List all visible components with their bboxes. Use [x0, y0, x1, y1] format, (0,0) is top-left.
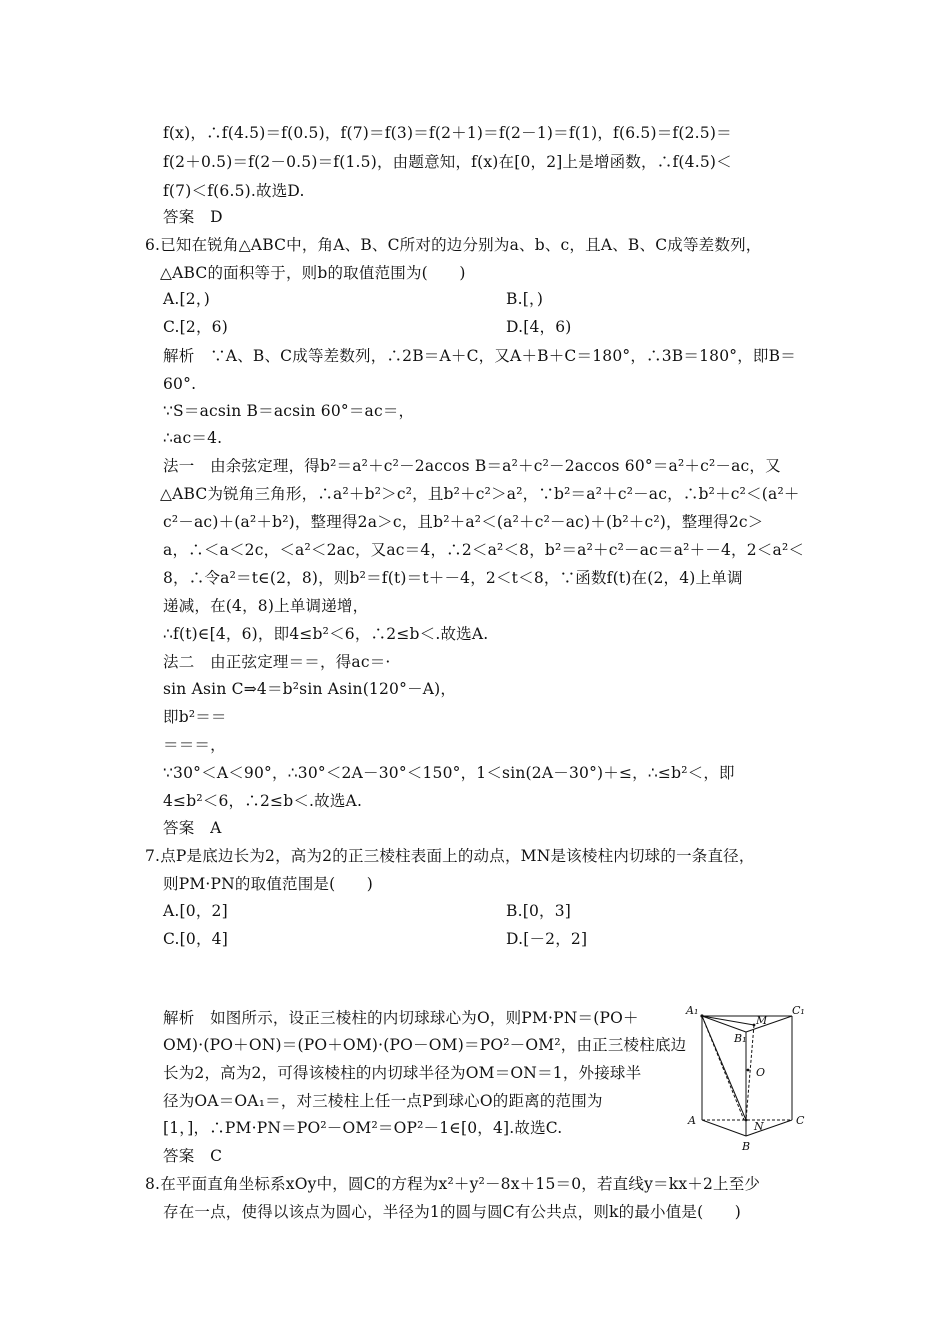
solution-line: a，∴＜a＜2c，＜a²＜2ac，又ac＝4，∴2＜a²＜8，b²＝a²＋c²－ac＝a²＋－4，2＜a²＜ — [163, 541, 805, 559]
solution-line: 60°. — [163, 375, 197, 393]
solution-line: 解析 ∵A、B、C成等差数列，∴2B＝A＋C，又A＋B＋C＝180°，∴3B＝180°，即B＝ — [163, 347, 796, 365]
option-a: A.[0，2] — [163, 902, 228, 920]
solution-line: 解析 如图所示，设正三棱柱的内切球球心为O，则PM·PN＝(PO＋ — [163, 1009, 639, 1027]
figure-label: C — [796, 1114, 805, 1127]
question-7-stem: 7.点P是底边长为2，高为2的正三棱柱表面上的动点，MN是该棱柱内切球的一条直径， — [145, 847, 755, 865]
solution-line: 8，∴令a²＝t∈(2，8)，则b²＝f(t)＝t＋－4，2＜t＜8，∵函数f(t)在(2，4)上单调 — [163, 569, 743, 587]
figure-label: C₁ — [792, 1004, 805, 1017]
solution-line: 径为OA＝OA₁＝，对三棱柱上任一点P到球心O的距离的范围为 — [163, 1092, 603, 1110]
solution-line: ∵30°＜A＜90°，∴30°＜2A－30°＜150°，1＜sin(2A－30°)＋≤，∴≤b²＜，即 — [163, 764, 735, 782]
answer-line: 答案 C — [163, 1147, 223, 1165]
figure-label: O — [756, 1066, 766, 1079]
option-c: C.[0，4] — [163, 930, 228, 948]
solution-line: ∵S＝acsin B＝acsin 60°＝ac＝， — [163, 402, 415, 420]
question-8-stem: 8.在平面直角坐标系xOy中，圆C的方程为x²＋y²－8x＋15＝0，若直线y＝kx＋2上至少 — [145, 1175, 761, 1193]
option-c: C.[2，6) — [163, 318, 228, 336]
solution-line: △ABC为锐角三角形，∴a²＋b²＞c²，且b²＋c²＞a²，∵b²＝a²＋c²－ac，∴b²＋c²＜(a²＋ — [160, 485, 800, 503]
figure-label: M — [756, 1014, 768, 1027]
solution-line: ∴f(t)∈[4，6)，即4≤b²＜6，∴2≤b＜.故选A. — [163, 625, 489, 643]
solution-line: 4≤b²＜6，∴2≤b＜.故选A. — [163, 792, 363, 810]
option-d: D.[4，6) — [506, 318, 572, 336]
question-6-stem: 6.已知在锐角△ABC中，角A、B、C所对的边分别为a、b、c，且A、B、C成等差数列， — [145, 236, 762, 254]
solution-line: ∴ac＝4. — [163, 429, 223, 447]
solution-line: 即b²＝＝ — [163, 708, 227, 726]
solution-line: 法二 由正弦定理＝＝，得ac＝· — [163, 653, 391, 671]
option-b: B.[，) — [506, 290, 544, 308]
text-line: f(2＋0.5)＝f(2－0.5)＝f(1.5)，由题意知，f(x)在[0，2]上是增函数，∴f(4.5)＜ — [163, 153, 732, 171]
answer-line: 答案 A — [163, 819, 222, 837]
figure-label: N — [754, 1120, 764, 1133]
solution-line: ＝＝＝， — [163, 736, 226, 754]
solution-line: sin Asin C⇒4＝b²sin Asin(120°－A)， — [163, 680, 457, 698]
solution-line: 长为2，高为2，可得该棱柱的内切球半径为OM＝ON＝1，外接球半 — [163, 1064, 642, 1082]
prism-figure — [684, 1002, 810, 1152]
solution-line: 递减，在(4，8)上单调递增， — [163, 597, 369, 615]
question-8-stem: 存在一点，使得以该点为圆心，半径为1的圆与圆C有公共点，则k的最小值是( ) — [163, 1203, 742, 1221]
question-7-stem: 则PM·PN的取值范围是( ) — [163, 875, 374, 893]
solution-line: 法一 由余弦定理，得b²＝a²＋c²－2accos B＝a²＋c²－2accos 60°＝a²＋c²－ac，又 — [163, 457, 781, 475]
text-line: f(x)，∴f(4.5)＝f(0.5)，f(7)＝f(3)＝f(2＋1)＝f(2－1)＝f(1)，f(6.5)＝f(2.5)＝ — [163, 124, 732, 142]
option-b: B.[0，3] — [506, 902, 572, 920]
answer-line: 答案 D — [163, 208, 223, 226]
figure-label: A₁ — [686, 1004, 699, 1017]
figure-label: A — [688, 1114, 696, 1127]
option-d: D.[－2，2] — [506, 930, 588, 948]
option-a: A.[2，) — [163, 290, 211, 308]
solution-line: c²－ac)＋(a²＋b²)，整理得2a＞c，且b²＋a²＜(a²＋c²－ac)＋(b²＋c²)，整理得2c＞ — [163, 513, 764, 531]
question-6-stem: △ABC的面积等于，则b的取值范围为( ) — [160, 264, 466, 282]
text-line: f(7)＜f(6.5).故选D. — [163, 182, 305, 200]
figure-label: B₁ — [734, 1032, 747, 1045]
figure-label: B — [742, 1140, 751, 1152]
solution-line: [1，]，∴PM·PN＝PO²－OM²＝OP²－1∈[0，4].故选C. — [163, 1119, 563, 1137]
solution-line: OM)·(PO＋ON)＝(PO＋OM)·(PO－OM)＝PO²－OM²，由正三棱柱底边 — [163, 1036, 687, 1054]
